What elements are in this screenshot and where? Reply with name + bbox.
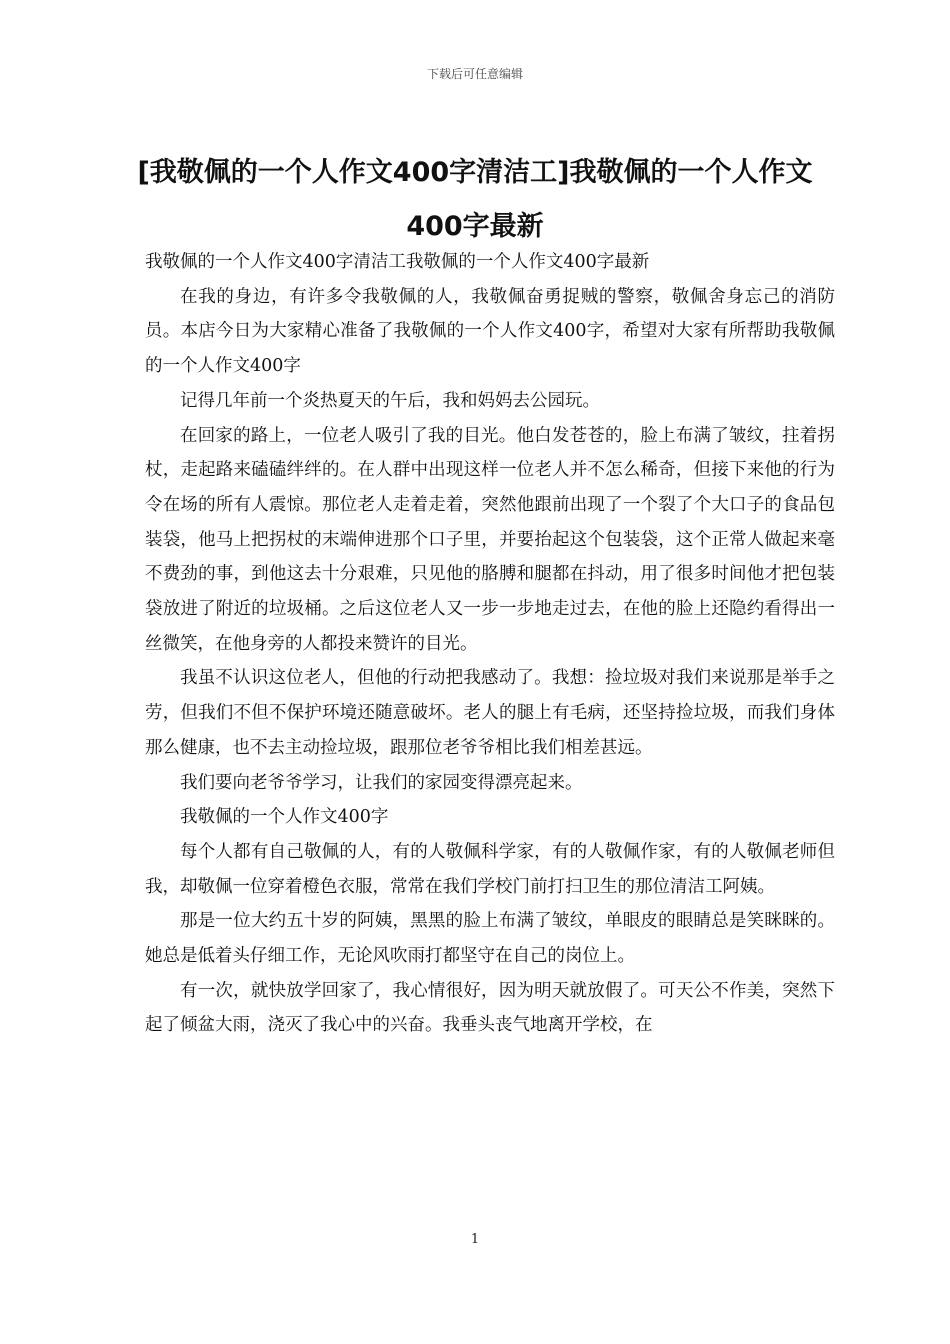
header-note: 下载后可任意编辑 — [426, 67, 523, 81]
document-title: [我敬佩的一个人作文400字清洁工]我敬佩的一个人作文400字最新 — [137, 157, 813, 242]
document-body — [145, 245, 835, 1043]
section-heading-paragraph: 我敬佩的一个人作文400字 — [180, 807, 389, 828]
page-number: 1 — [470, 1232, 480, 1247]
body-paragraph: 每个人都有自己敬佩的人，有的人敬佩科学家，有的人敬佩作家，有的人敬佩老师但我，却敬佩一位穿着橙色衣服，常常在我们学校门前打扫卫生的那位清洁工阿姨。 — [145, 841, 835, 897]
subtitle-paragraph: 我敬佩的一个人作文400字清洁工我敬佩的一个人作文400字最新 — [145, 252, 650, 272]
body-paragraph: 在我的身边，有许多令我敬佩的人，我敬佩奋勇捉贼的警察，敬佩舍身忘己的消防员。本店今日为大家精心准备了我敬佩的一个人作文400字，希望对大家有所帮助我敬佩的一个人作文400字 — [145, 286, 835, 377]
body-paragraph: 那是一位大约五十岁的阿姨，黑黑的脸上布满了皱纹，单眼皮的眼睛总是笑眯眯的。她总是低着头仔细工作，无论风吹雨打都坚守在自己的岗位上。 — [145, 911, 835, 967]
body-paragraph: 记得几年前一个炎热夏天的午后，我和妈妈去公园玩。 — [180, 390, 600, 411]
body-paragraph: 我们要向老爷爷学习，让我们的家园变得漂亮起来。 — [180, 772, 583, 793]
body-paragraph: 我虽不认识这位老人，但他的行动把我感动了。我想：捡垃圾对我们来说那是举手之劳，但我们不但不保护环境还随意破坏。老人的腿上有毛病，还坚持捡垃圾，而我们身体那么健康，也不去主动捡垃圾，跟那位老爷爷相比我们相差甚远。 — [145, 668, 835, 758]
body-paragraph: 在回家的路上，一位老人吸引了我的目光。他白发苍苍的，脸上布满了皱纹，拄着拐杖，走起路来磕磕绊绊的。在人群中出现这样一位老人并不怎么稀奇，但接下来他的行为令在场的所有人震惊。那位老人走着走着，突然他跟前出现了一个裂了个大口子的食品包装袋，他马上把拐杖的末端伸进那个口子里，并要抬起这个包装袋，这个正常人做起来毫不费劲的事，到他这去十分艰难，只见他的胳膊和腿都在抖动，用了很多时间他才把包装袋放进了附近的垃圾桶。之后这位老人又一步一步地走过去，在他的脸上还隐约看得出一丝微笑，在他身旁的人都投来赞许的目光。 — [145, 425, 835, 654]
body-paragraph: 有一次，就快放学回家了，我心情很好，因为明天就放假了。可天公不作美，突然下起了倾盆大雨，浇灭了我心中的兴奋。我垂头丧气地离开学校，在 — [145, 980, 835, 1036]
